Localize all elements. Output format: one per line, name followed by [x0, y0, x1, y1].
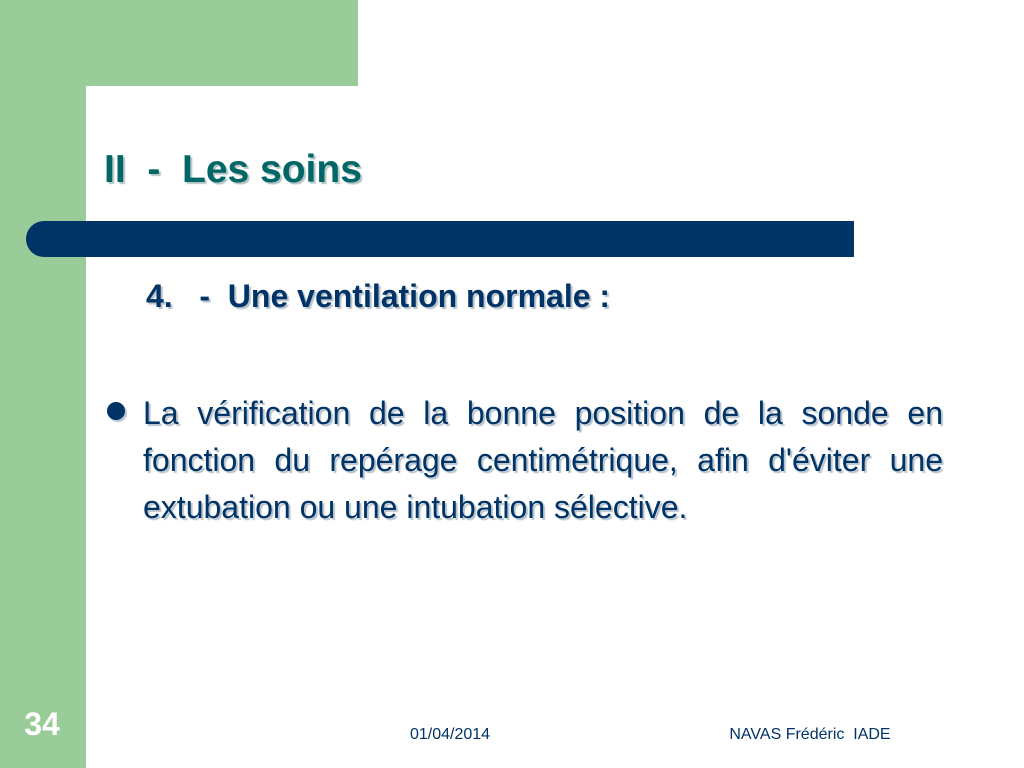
left-accent-band	[0, 0, 86, 768]
bullet-icon	[107, 402, 125, 420]
top-accent-band	[0, 0, 358, 86]
slide-number: 34	[24, 706, 60, 742]
footer-author: NAVAS Frédéric IADE	[729, 726, 891, 743]
bullet-text: La vérification de la bonne position de la sonde en fonction du repérage centimétrique, afin d'éviter une extubation ou une intubation sélective.	[143, 395, 943, 525]
footer-date: 01/04/2014	[409, 726, 491, 743]
title-underline-bar	[26, 221, 854, 257]
slide-title: II - Les soins	[104, 148, 362, 191]
section-subheading: 4. - Une ventilation normale :	[146, 278, 611, 314]
